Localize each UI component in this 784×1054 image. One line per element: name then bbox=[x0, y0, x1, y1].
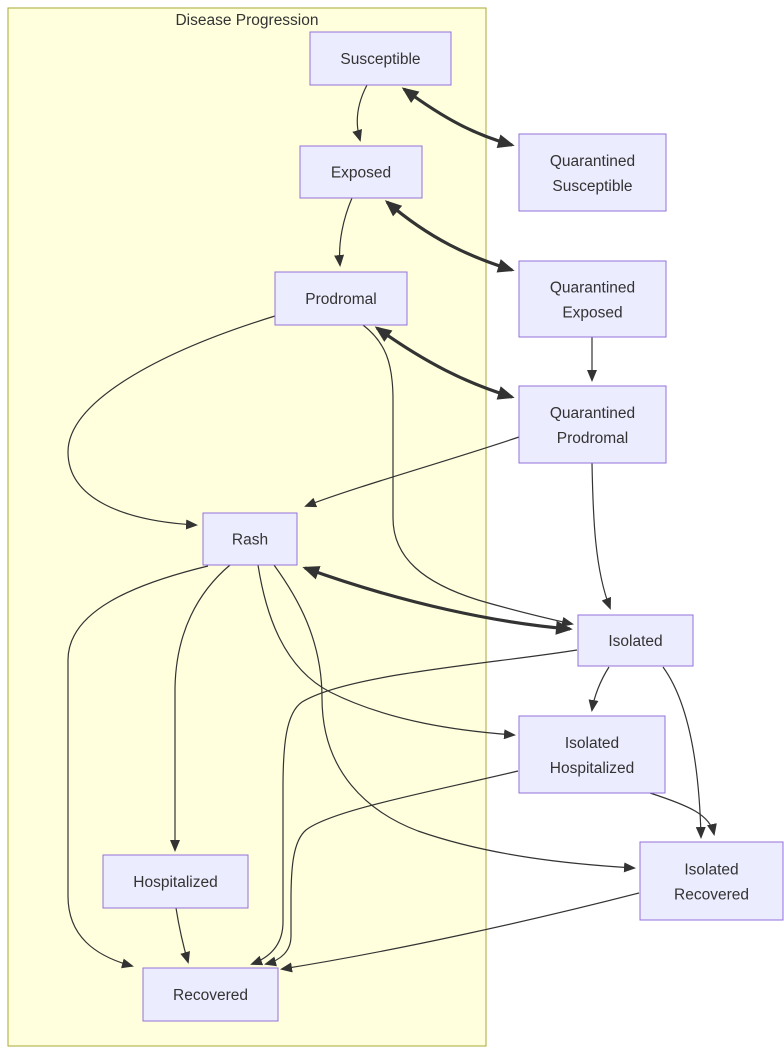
node-label-rash: Rash bbox=[231, 531, 269, 549]
node-exposed bbox=[300, 146, 422, 198]
edge-isolated_hospitalized-to-isolated_recovered bbox=[650, 793, 714, 834]
node-label-isolated_recovered: Isolated Recovered bbox=[674, 861, 749, 904]
node-quarantined_exposed bbox=[519, 261, 666, 337]
node-box-quarantined_susceptible bbox=[519, 134, 666, 211]
node-label-prodromal: Prodromal bbox=[305, 291, 377, 308]
node-quarantined_prodromal bbox=[519, 386, 666, 463]
node-isolated_hospitalized bbox=[519, 716, 665, 793]
node-susceptible bbox=[310, 32, 451, 85]
node-label-susceptible: Susceptible bbox=[340, 51, 421, 68]
node-isolated_recovered bbox=[640, 842, 783, 920]
node-rash bbox=[203, 513, 297, 565]
node-box-quarantined_prodromal bbox=[519, 386, 666, 463]
node-label-quarantined_susceptible: Quarantined Susceptible bbox=[549, 153, 636, 195]
node-label-isolated_hospitalized: Isolated Hospitalized bbox=[549, 735, 635, 777]
node-box-isolated_hospitalized bbox=[519, 716, 665, 793]
node-prodromal bbox=[275, 272, 407, 325]
node-label-quarantined_prodromal: Quarantined Prodromal bbox=[549, 405, 636, 447]
node-label-exposed: Exposed bbox=[330, 164, 392, 182]
node-box-quarantined_exposed bbox=[519, 261, 666, 337]
node-recovered bbox=[143, 968, 278, 1021]
node-label-recovered: Recovered bbox=[173, 987, 248, 1004]
node-label-hospitalized: Hospitalized bbox=[133, 874, 218, 891]
node-box-isolated_recovered bbox=[640, 842, 783, 920]
node-isolated bbox=[578, 615, 693, 666]
edge-quarantined_prodromal-to-isolated bbox=[592, 463, 610, 608]
node-label-quarantined_exposed: Quarantined Exposed bbox=[549, 279, 636, 322]
node-label-isolated: Isolated bbox=[608, 633, 663, 650]
cluster-title: Disease Progression bbox=[175, 12, 319, 29]
node-quarantined_susceptible bbox=[519, 134, 666, 211]
edge-isolated-to-isolated_hospitalized bbox=[592, 667, 609, 710]
node-hospitalized bbox=[103, 855, 248, 908]
